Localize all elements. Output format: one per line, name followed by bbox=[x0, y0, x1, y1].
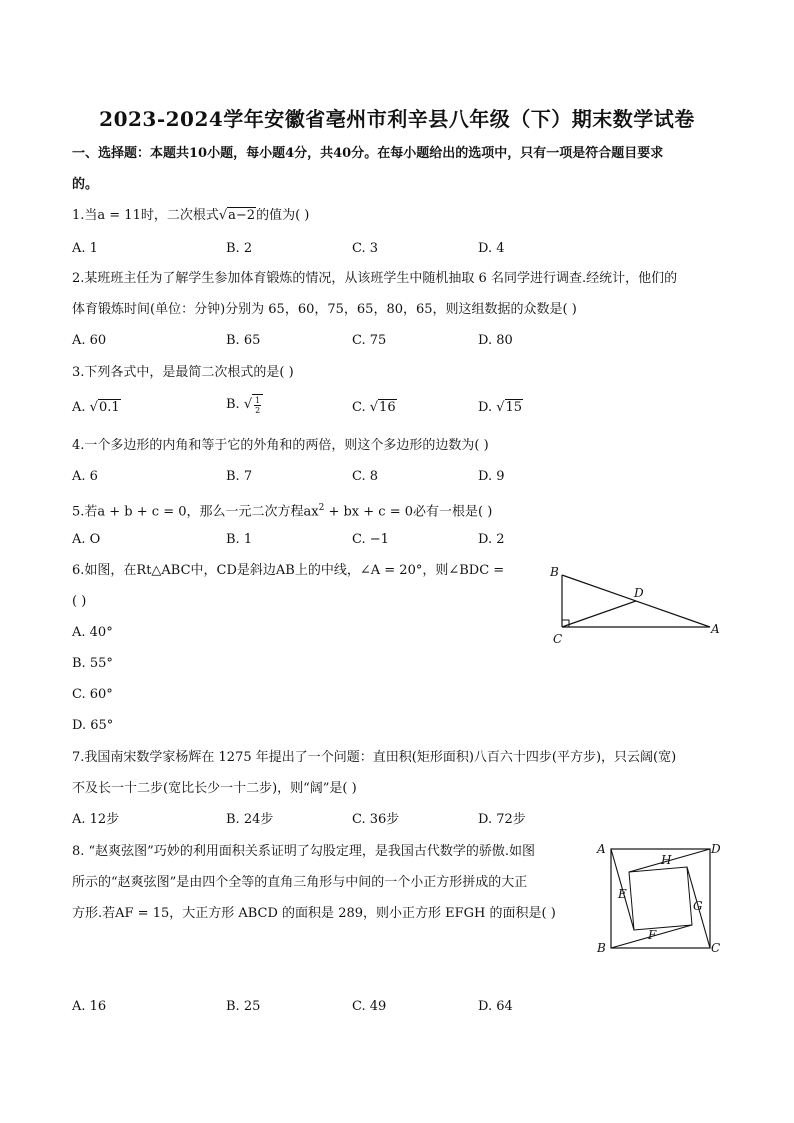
label-c: C bbox=[553, 632, 563, 646]
q1-stem-prefix: 1.当a = 11时，二次根式 bbox=[72, 208, 219, 223]
q6-option-d[interactable]: D. 65° bbox=[72, 718, 114, 733]
q2-option-c[interactable]: C. 75 bbox=[352, 333, 387, 348]
q4-option-a[interactable]: A. 6 bbox=[72, 469, 98, 484]
question-8-stem-cont-2: 方形.若AF = 15，大正方形 ABCD 的面积是 289，则小正方形 EFGH 的面积是( ) bbox=[72, 906, 556, 921]
q3-option-b[interactable]: B. √ $\frac{1}{2}$ bbox=[226, 394, 263, 415]
label-d: D bbox=[634, 586, 644, 600]
q2-option-a[interactable]: A. 60 bbox=[72, 333, 107, 348]
q8-option-d[interactable]: D. 64 bbox=[478, 999, 513, 1014]
q8-option-c[interactable]: C. 49 bbox=[352, 999, 387, 1014]
question-8-stem: 8. “赵爽弦图”巧妙的利用面积关系证明了勾股定理，是我国古代数学的骄傲.如图 bbox=[72, 844, 535, 859]
label-a: A bbox=[711, 622, 720, 636]
q3-option-d-radicand: 15 bbox=[505, 400, 523, 415]
question-6-stem: 6.如图，在Rt△ABC中，CD是斜边AB上的中线，∠A = 20°，则∠BDC = bbox=[72, 563, 505, 578]
question-3-stem: 3.下列各式中，是最简二次根式的是( ) bbox=[72, 365, 294, 380]
q1-option-a[interactable]: A. 1 bbox=[72, 241, 98, 256]
q6-triangle-figure bbox=[540, 560, 730, 650]
q1-option-b[interactable]: B. 2 bbox=[226, 241, 253, 256]
q3-option-b-denominator: 2 bbox=[255, 406, 261, 415]
label-a: A bbox=[597, 842, 606, 856]
question-5-stem bbox=[72, 499, 492, 521]
section-heading-cont: 的。 bbox=[72, 177, 99, 192]
q3-option-a-label: A. bbox=[72, 400, 86, 415]
q5-option-a[interactable]: A. O bbox=[72, 532, 101, 547]
question-2-stem: 2.某班班主任为了解学生参加体育锻炼的情况，从该班学生中随机抽取 6 名同学进行调查.经统计，他们的 bbox=[72, 271, 678, 286]
label-c: C bbox=[711, 941, 721, 955]
q5-exponent: 2 bbox=[318, 503, 325, 513]
q3-option-c-radicand: 16 bbox=[379, 400, 396, 415]
q1-option-c[interactable]: C. 3 bbox=[352, 241, 379, 256]
q5-option-d[interactable]: D. 2 bbox=[478, 532, 505, 547]
q6-option-b[interactable]: B. 55° bbox=[72, 656, 113, 671]
q6-option-c[interactable]: C. 60° bbox=[72, 687, 113, 702]
q3-option-d-label: D. bbox=[478, 400, 493, 415]
q3-option-b-label: B. bbox=[226, 397, 240, 412]
q3-option-c-label: C. bbox=[352, 400, 366, 415]
question-6-stem-cont: ( ) bbox=[72, 594, 87, 609]
section-heading: 一、选择题：本题共10小题，每小题4分，共40分。在每小题给出的选项中，只有一项是符合题目要求 bbox=[72, 146, 664, 161]
q7-option-a[interactable]: A. 12步 bbox=[72, 812, 120, 827]
q4-option-d[interactable]: D. 9 bbox=[478, 469, 505, 484]
label-b: B bbox=[597, 941, 606, 955]
q6-option-a[interactable]: A. 40° bbox=[72, 625, 113, 640]
q4-option-b[interactable]: B. 7 bbox=[226, 469, 253, 484]
page-title: 2023-2024学年安徽省亳州市利辛县八年级（下）期末数学试卷 bbox=[99, 107, 695, 131]
q5-option-b[interactable]: B. 1 bbox=[226, 532, 253, 547]
q1-radicand: a−2 bbox=[228, 208, 256, 223]
question-7-stem: 7.我国南宋数学家杨辉在 1275 年提出了一个问题：直田积(矩形面积)八百六十四步(平方步)，只云阔(宽) bbox=[72, 750, 677, 765]
q3-option-c[interactable]: C. √16 bbox=[352, 400, 396, 415]
question-4-stem: 4.一个多边形的内角和等于它的外角和的两倍，则这个多边形的边数为( ) bbox=[72, 438, 489, 453]
q2-option-b[interactable]: B. 65 bbox=[226, 333, 261, 348]
question-1-stem: 1.当a = 11时，二次根式√a−2的值为( ) bbox=[72, 208, 310, 223]
label-h: H bbox=[661, 853, 672, 867]
q3-option-a[interactable]: A. √0.1 bbox=[72, 400, 120, 415]
q5-option-c[interactable]: C. −1 bbox=[352, 532, 389, 547]
question-7-stem-cont: 不及长一十二步(宽比长少一十二步)，则“阔”是( ) bbox=[72, 781, 357, 796]
q1-option-d[interactable]: D. 4 bbox=[478, 241, 505, 256]
label-b: B bbox=[550, 565, 559, 579]
q2-option-d[interactable]: D. 80 bbox=[478, 333, 513, 348]
q5-stem-prefix: 5.若a + b + c = 0，那么一元二次方程ax bbox=[72, 504, 319, 520]
q3-option-b-numerator: 1 bbox=[255, 396, 261, 405]
q1-stem-suffix: 的值为( ) bbox=[256, 208, 310, 223]
question-2-stem-cont: 体育锻炼时间(单位：分钟)分别为 65，60，75，65，80，65，则这组数据的众数是( ) bbox=[72, 302, 577, 317]
q5-stem-suffix: + bx + c = 0必有一根是( ) bbox=[324, 504, 493, 520]
label-g: G bbox=[693, 899, 703, 913]
q4-option-c[interactable]: C. 8 bbox=[352, 469, 379, 484]
q8-zhao-shuang-figure bbox=[592, 836, 732, 962]
q8-option-b[interactable]: B. 25 bbox=[226, 999, 261, 1014]
question-8-stem-cont: 所示的“赵爽弦图”是由四个全等的直角三角形与中间的一个小正方形拼成的大正 bbox=[72, 875, 528, 890]
q7-option-d[interactable]: D. 72步 bbox=[478, 812, 526, 827]
q3-option-d[interactable]: D. √15 bbox=[478, 400, 523, 415]
q3-option-a-radicand: 0.1 bbox=[98, 400, 120, 415]
q7-option-c[interactable]: C. 36步 bbox=[352, 812, 400, 827]
label-f: F bbox=[648, 928, 657, 942]
q7-option-b[interactable]: B. 24步 bbox=[226, 812, 274, 827]
label-d: D bbox=[711, 842, 721, 856]
label-e: E bbox=[618, 887, 627, 901]
q8-option-a[interactable]: A. 16 bbox=[72, 999, 107, 1014]
